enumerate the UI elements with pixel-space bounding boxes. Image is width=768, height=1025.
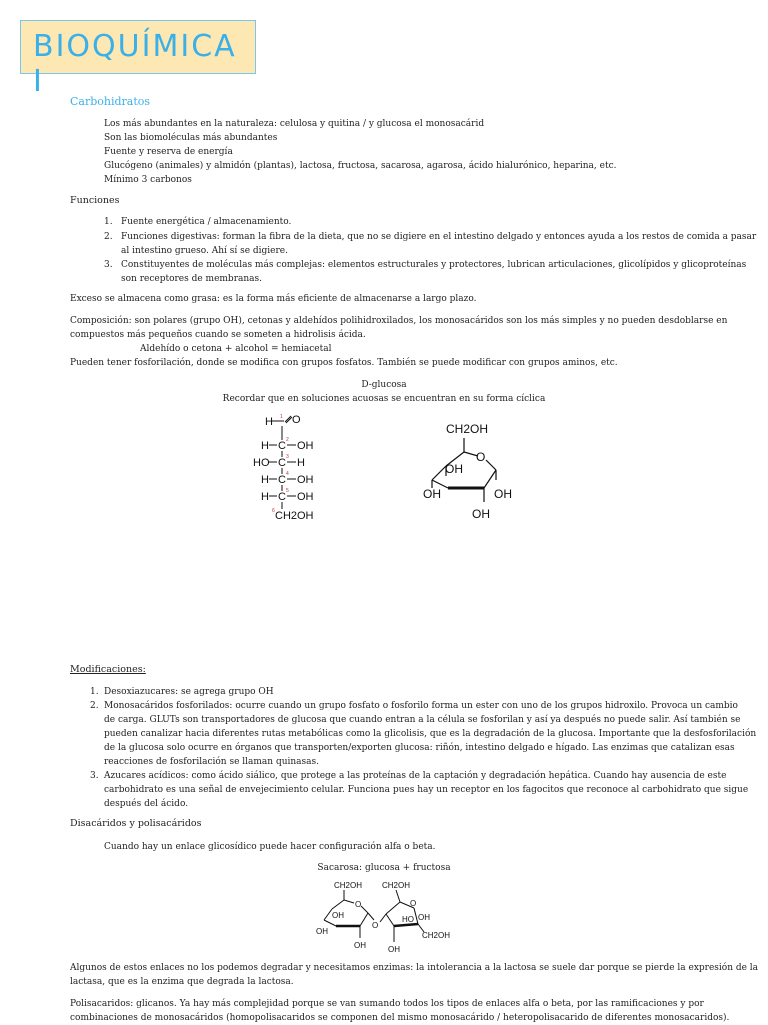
sucrose-label: OH	[332, 911, 344, 920]
sucrose-bond	[396, 890, 400, 902]
fischer-label: H	[261, 474, 269, 486]
disacaridos-line: Cuando hay un enlace glicosídico puede hacer configuración alfa o beta.	[104, 842, 436, 852]
list-item-text: después del ácido.	[104, 799, 189, 809]
list-number: 1.	[104, 217, 113, 227]
list-item-text: reacciones de fosforilación se llaman quinasas.	[104, 757, 320, 767]
sucrose-label: CH2OH	[382, 881, 411, 890]
sucrose-bond	[386, 902, 400, 914]
list-number: 2.	[104, 232, 113, 242]
fischer-label: CH2OH	[275, 510, 314, 522]
list-item-text: Azucares acídicos: como ácido siálico, que protege a las proteínas de la captación y degradación hepática. Cuando hay ausencia de este	[104, 771, 727, 781]
list-item-text: de la glucosa solo ocurre en órganos que transporten/exporten glucosa: riñón, intestino delgado e hígado. Las enzimas que catalizan esas	[104, 743, 735, 753]
sucrose-label: OH	[388, 945, 400, 954]
intro-line: Fuente y reserva de energía	[104, 147, 233, 157]
fischer-label: C	[278, 474, 286, 486]
haworth-label: OH	[445, 462, 463, 476]
dglucosa-note: Recordar que en soluciones acuosas se encuentran en su forma cíclica	[222, 394, 546, 404]
sucrose-label: O	[410, 899, 417, 908]
section-heading-funciones: Funciones	[70, 195, 120, 206]
list-item-text: Monosacáridos fosforilados: ocurre cuando un grupo fosfato o fosforilo forma un ester con uno de los grupos hidroxilo. Provoca un cambio	[104, 701, 738, 711]
sucrose-bond	[332, 900, 344, 909]
fischer-label: OH	[297, 474, 314, 486]
paragraph-fosforilacion: Pueden tener fosforilación, donde se modifica con grupos fosfatos. También se puede modificar con grupos aminos, etc.	[70, 358, 618, 368]
sucrose-bond	[380, 914, 386, 922]
paragraph-composicion: compuestos más pequeños cuando se someten a hidrolisis ácida.	[70, 330, 366, 340]
haworth-label: OH	[472, 507, 490, 521]
haworth-glucose-diagram	[410, 410, 525, 525]
fischer-number: 3	[286, 454, 289, 460]
fischer-label: C	[278, 440, 286, 452]
list-number: 3.	[90, 771, 99, 781]
list-item-text: son receptores de membranas.	[121, 274, 263, 284]
sucrose-bond	[394, 924, 418, 926]
list-number: 3.	[104, 260, 113, 270]
haworth-label: OH	[423, 487, 441, 501]
list-number: 1.	[90, 687, 99, 697]
paragraph-composicion: Composición: son polares (grupo OH), cetonas y aldehídos polihidroxilados, los monosacáridos son los más simples y no pueden desdoblarse en	[70, 316, 728, 326]
fischer-label: OH	[297, 491, 314, 503]
fischer-label: H	[297, 457, 305, 469]
fischer-number: 4	[286, 471, 289, 477]
fischer-number: 2	[286, 437, 289, 443]
fischer-projection-diagram	[248, 408, 338, 528]
fischer-label: H	[265, 416, 273, 428]
list-item-text: al intestino grueso. Ahí sí se digiere.	[121, 246, 288, 256]
sucrose-label: CH2OH	[334, 881, 363, 890]
paragraph-polisacaridos: combinaciones de monosacáridos (homopolisacaridos se componen del mismo monosacárido / heteropolisacarido de diferentes monosacaridos).	[70, 1013, 730, 1023]
section-heading-carbohidratos: Carbohidratos	[70, 95, 151, 108]
sucrose-label: CH2OH	[422, 931, 451, 940]
fischer-label: C	[278, 457, 286, 469]
sucrose-label: OH	[354, 941, 366, 950]
fischer-number: 5	[286, 488, 289, 494]
intro-line: Glucógeno (animales) y almidón (plantas), lactosa, fructosa, sacarosa, agarosa, ácido hialurónico, heparina, etc.	[104, 161, 617, 171]
sucrose-bond	[368, 913, 374, 920]
sucrose-diagram	[314, 876, 464, 956]
title-box	[20, 20, 256, 99]
sucrose-bond	[324, 920, 336, 926]
fischer-label: C	[278, 491, 286, 503]
fischer-number: 6	[272, 508, 275, 514]
section-heading-disacaridos: Disacáridos y polisacáridos	[70, 818, 202, 829]
paragraph-algunos: lactasa, que es la enzima que degrada la lactosa.	[70, 977, 294, 987]
document-title: BIOQUÍMICA I	[33, 29, 237, 99]
sucrose-label: O	[372, 921, 379, 930]
fischer-label: HO	[253, 457, 270, 469]
sucrose-bond	[386, 914, 394, 926]
list-number: 2.	[90, 701, 99, 711]
fischer-number: 1	[280, 414, 283, 420]
hemiacetal-formula: Aldehído o cetona + alcohol = hemiacetal	[140, 344, 332, 354]
sucrose-bond	[324, 909, 332, 920]
intro-line: Son las biomoléculas más abundantes	[104, 133, 278, 143]
haworth-label: OH	[494, 487, 512, 501]
intro-line: Mínimo 3 carbonos	[104, 175, 192, 185]
haworth-bond	[486, 460, 496, 470]
sucrose-label: OH	[418, 913, 430, 922]
list-item-text: Funciones digestivas: forman la fibra de la dieta, que no se digiere en el intestino delgado y entonces ayuda a los restos de comida a pasar	[121, 232, 757, 242]
haworth-label: O	[476, 450, 486, 464]
haworth-bond	[484, 470, 496, 488]
section-heading-modificaciones: Modificaciones:	[70, 664, 146, 675]
fischer-label: H	[261, 491, 269, 503]
list-item-text: pueden canalizar hacia diferentes rutas metabólicas como la glicolisis, que es la degradación de la glucosa. Importante que la desfosforilación	[104, 729, 757, 739]
haworth-label: CH2OH	[446, 422, 489, 436]
list-item-text: Constituyentes de moléculas más complejas: elementos estructurales y protectores, lubrican articulaciones, glicolípidos y glicoproteínas	[121, 260, 747, 270]
intro-line: Los más abundantes en la naturaleza: celulosa y quitina / y glucosa el monosacárid	[104, 119, 485, 129]
paragraph-algunos: Algunos de estos enlaces no los podemos degradar y necesitamos enzimas: la intolerancia a la lactosa se suele dar porque se pierde la expresión de la	[70, 963, 759, 973]
sucrose-label: O	[355, 900, 362, 909]
list-item-text: de carga. GLUTs son transportadores de glucosa que cuando entran a la célula se fosforilan y así ya después no puede salir. Así también se	[104, 715, 741, 725]
sacarosa-label: Sacarosa: glucosa + fructosa	[317, 863, 451, 873]
dglucosa-label: D-glucosa	[361, 380, 407, 390]
list-item-text: Fuente energética / almacenamiento.	[121, 217, 292, 227]
paragraph-exceso: Exceso se almacena como grasa: es la forma más eficiente de almacenarse a largo plazo.	[70, 294, 477, 304]
sucrose-bond	[360, 913, 368, 926]
haworth-bond	[432, 466, 446, 480]
sucrose-label: HO	[402, 915, 414, 924]
fischer-label: H	[261, 440, 269, 452]
sucrose-label: OH	[316, 927, 328, 936]
paragraph-polisacaridos: Polisacaridos: glicanos. Ya hay más complejidad porque se van sumando todos los tipos de enlaces alfa o beta, por las ramificaciones y por	[70, 999, 704, 1009]
list-item-text: Desoxiazucares: se agrega grupo OH	[104, 687, 274, 697]
fischer-label: O	[292, 414, 301, 426]
list-item-text: carbohidrato es una señal de envejecimiento celular. Funciona pues hay un receptor en los fagocitos que reconoce al carbohidrato que sigue	[104, 785, 749, 795]
sucrose-bond	[361, 906, 368, 913]
fischer-label: OH	[297, 440, 314, 452]
sucrose-bond	[344, 900, 354, 903]
